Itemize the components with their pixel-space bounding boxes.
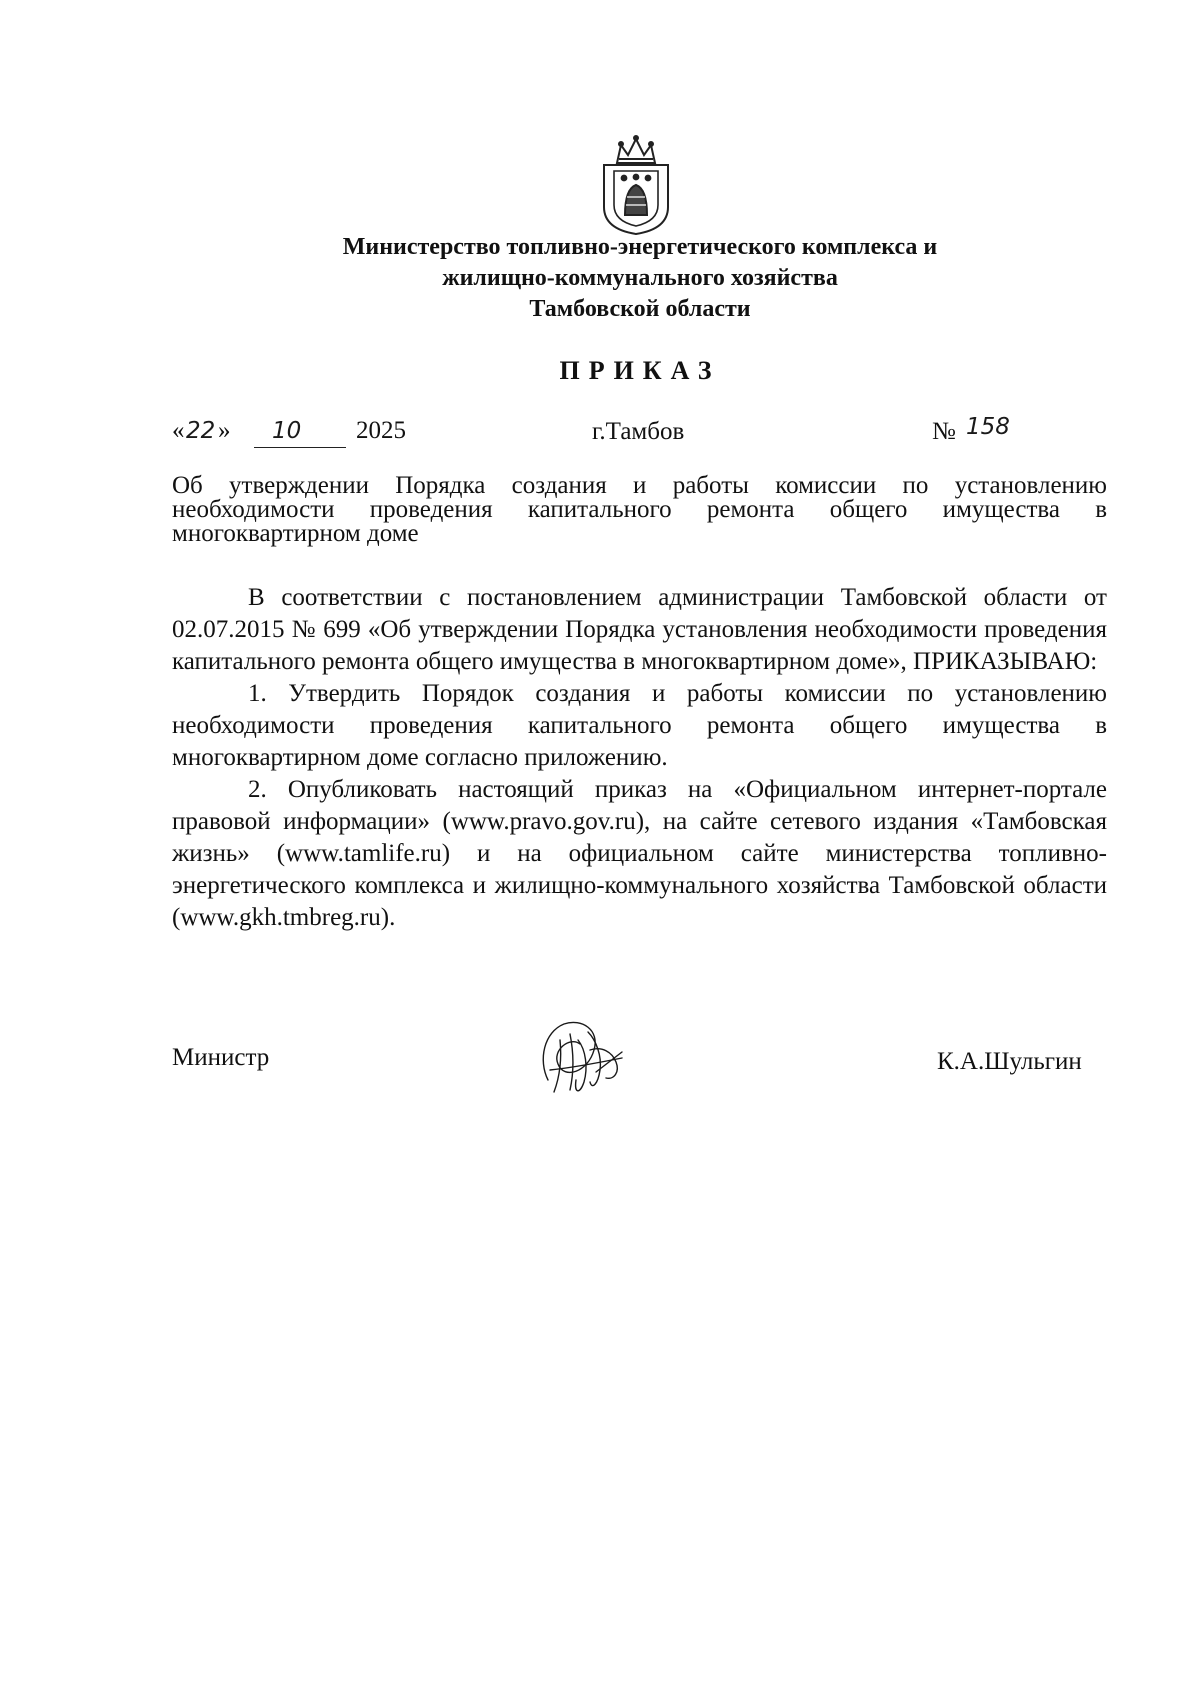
date-year: 2025 [356,417,406,444]
ministry-name-line: жилищно-коммунального хозяйства [442,265,838,291]
handwritten-signature-icon [530,1010,630,1106]
date-day-handwritten: 22 [186,418,216,444]
date-quote-open: « [172,417,185,444]
date-month-underline [254,447,346,448]
document-details-row [172,414,1107,453]
date-month-handwritten: 10 [272,418,302,444]
signatory-name: К.А.Шульгин [937,1048,1082,1075]
date-quote-close: » [218,417,231,444]
order-item-paragraph: 2. Опубликовать настоящий приказ на «Официальном интернет-портале правовой информации» (www.pravo.gov.ru), на сайте сетевого издания «Тамбовская жизнь» (www.tamlife.ru) и на официальном сайте министерства топливно-энергетического комплекса и жилищно-коммунального хозяйства Тамбовской области (www.gkh.tmbreg.ru). [172,776,1107,931]
number-sign: № [932,418,956,445]
document-city: г.Тамбов [592,418,685,445]
signatory-position: Министр [172,1044,270,1071]
signature-block [172,1044,1107,1124]
ministry-name-line: Тамбовской области [529,296,751,322]
ministry-name [200,232,1080,325]
preamble-paragraph: В соответствии с постановлением администрации Тамбовской области от 02.07.2015 № 699 «Об утверждении Порядка установления необходимости проведения капитального ремонта общего имущества в многоквартирном доме», ПРИКАЗЫВАЮ: [172,584,1107,675]
document-number-handwritten: 158 [966,414,1010,440]
document-subject: Об утверждении Порядка создания и работы комиссии по установлению необходимости проведения капитального ремонта общего имущества в многоквартирном доме [172,472,1107,547]
document-type-title: ПРИКАЗ [559,356,721,385]
ministry-name-line: Министерство топливно-энергетического комплекса и [342,234,938,260]
coat-of-arms-icon [597,133,675,237]
document-body [172,582,1107,934]
order-item-paragraph: 1. Утвердить Порядок создания и работы комиссии по установлению необходимости проведения капитального ремонта общего имущества в многоквартирном доме согласно приложению. [172,680,1107,771]
